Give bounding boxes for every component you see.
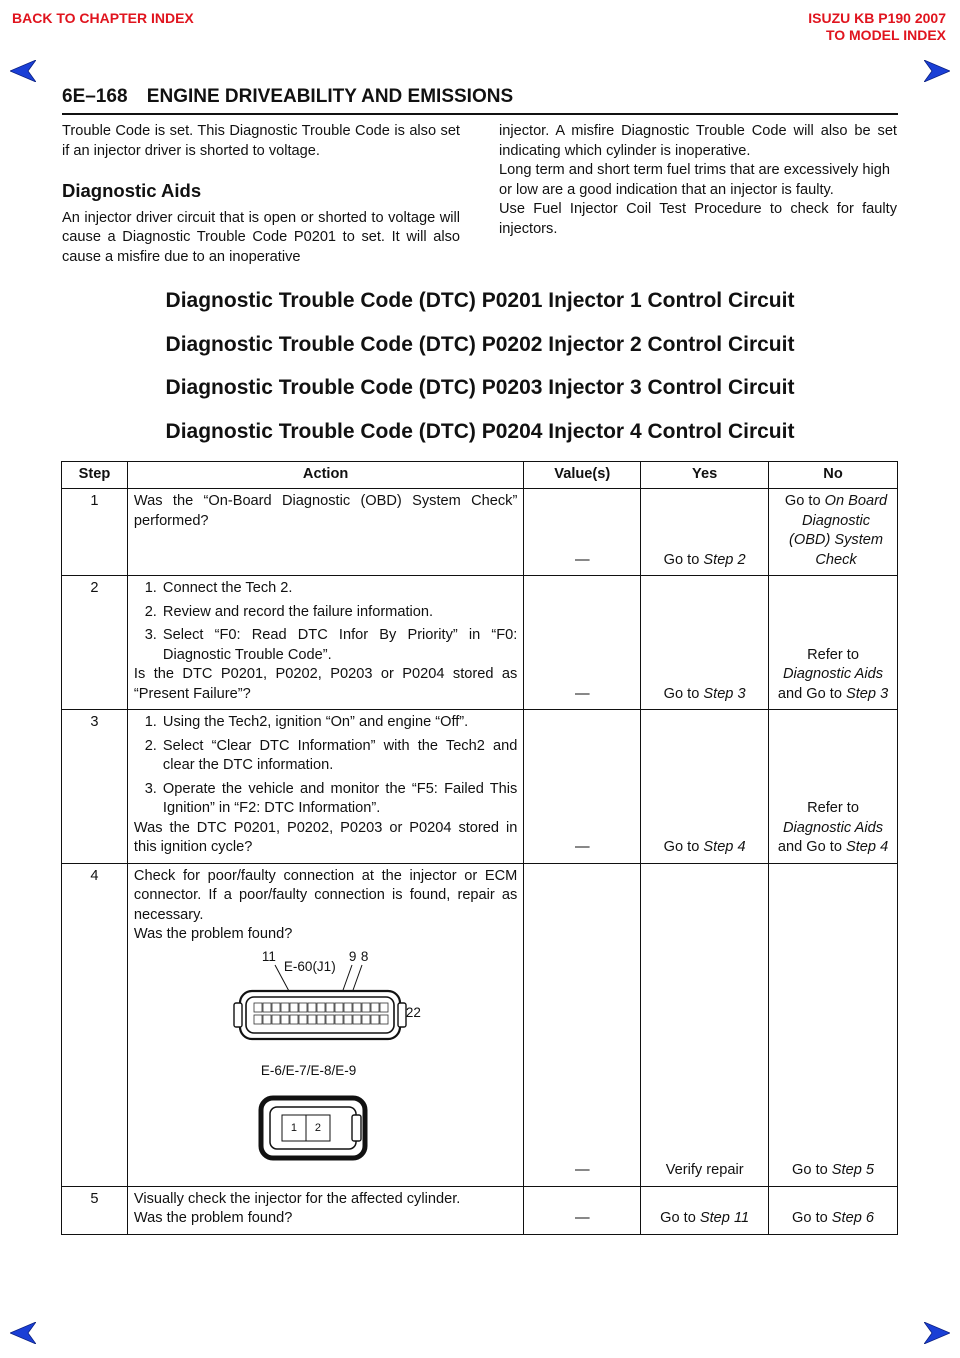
column-header-yes: Yes (641, 462, 769, 489)
to-model-index-link[interactable] (808, 10, 946, 44)
diagnostic-aids-heading: Diagnostic Aids (62, 180, 202, 201)
table-row (62, 863, 898, 1186)
yes-link[interactable]: Step 3 (703, 685, 746, 702)
table-header-row (62, 462, 898, 489)
yes-link[interactable]: Step 2 (703, 551, 746, 568)
yes-link[interactable]: Step 4 (703, 839, 746, 855)
action-question: Was the “On-Board Diagnostic (OBD) System Check” performed? (133, 493, 518, 529)
yes-prefix: Go to (663, 839, 704, 855)
diagnostic-aids-paragraph: An injector driver circuit that is open or shorted to voltage will cause a Diagnostic Trouble Code P0201 to set. It will also cause a misfire due to an inoperative (62, 209, 460, 265)
action-item: 2. Review and record the failure information. (161, 603, 517, 623)
step-value: — (524, 489, 641, 576)
step-number: 1 (62, 489, 128, 576)
step-number: 3 (62, 710, 128, 864)
diagnostic-procedure-table (61, 461, 898, 1235)
step-value: — (524, 1186, 641, 1234)
step-no (769, 576, 898, 710)
dtc-title-p0203: Diagnostic Trouble Code (DTC) P0203 Injector 3 Control Circuit (165, 376, 795, 399)
model-index-line: TO MODEL INDEX (825, 27, 946, 43)
table-row (62, 1186, 898, 1234)
ecm-connector-label: E-60(J1) (283, 958, 336, 974)
no-link[interactable]: Step 5 (831, 1162, 874, 1178)
action-question: Is the DTC P0201, P0202, P0203 or P0204 stored as “Present Failure”? (133, 666, 518, 702)
column-header-step: Step (62, 462, 128, 489)
coil-test-paragraph: Use Fuel Injector Coil Test Procedure to check for faulty injectors. (499, 201, 897, 237)
injector-pin-2-label: 2 (314, 1121, 322, 1134)
step-yes (641, 576, 769, 710)
intro-column-left (62, 122, 460, 267)
table-row (62, 576, 898, 710)
model-name-line: ISUZU KB P190 2007 (808, 10, 946, 26)
misfire-paragraph: injector. A misfire Diagnostic Trouble Code will also be set indicating which cylinder is inoperative. (499, 123, 897, 159)
step-no (769, 1186, 898, 1234)
pin-22-label: 22 (405, 1004, 421, 1020)
injector-connector-label: E-6/E-7/E-8/E-9 (260, 1062, 357, 1078)
table-row (62, 710, 898, 864)
no-goto-text: and Go to (777, 839, 846, 855)
intro-paragraph: Trouble Code is set. This Diagnostic Trouble Code is also set if an injector driver is shorted to voltage. (62, 123, 460, 159)
step-yes (641, 710, 769, 864)
arrow-right-icon[interactable] (924, 1322, 950, 1344)
step-action (127, 1186, 523, 1234)
action-item: 3. Operate the vehicle and monitor the “F5: Failed This Ignition” in “F2: DTC Information”. (161, 780, 517, 819)
yes-prefix: Go to (663, 685, 704, 702)
action-item: 1. Connect the Tech 2. (161, 579, 517, 599)
no-refer-text: Refer to (807, 646, 859, 663)
pin-11-label: 11 (261, 948, 276, 964)
step-action (127, 576, 523, 710)
step-yes (641, 1186, 769, 1234)
action-list (134, 713, 517, 819)
injector-connector-icon (258, 1095, 370, 1163)
yes-link[interactable]: Step 11 (699, 1210, 750, 1226)
no-link-diagnostic-aids[interactable]: Diagnostic Aids (783, 819, 884, 836)
page-number: 6E–168 (62, 86, 128, 107)
step-action (127, 710, 523, 864)
no-prefix: Go to (792, 1162, 832, 1178)
page-header (62, 86, 527, 108)
no-link[interactable]: On Board Diagnostic (OBD) System Check (788, 493, 888, 568)
step-number: 2 (62, 576, 128, 710)
table-row (62, 489, 898, 576)
section-title: ENGINE DRIVEABILITY AND EMISSIONS (146, 86, 514, 107)
step-no (769, 710, 898, 864)
step-action (127, 489, 523, 576)
column-header-action: Action (127, 462, 523, 489)
action-question: Was the problem found? (133, 926, 293, 942)
no-link-step[interactable]: Step 4 (846, 839, 889, 855)
no-link-step[interactable]: Step 3 (846, 685, 889, 702)
step-value: — (524, 710, 641, 864)
action-item: 2. Select “Clear DTC Information” with the Tech2 and clear the DTC information. (161, 737, 517, 776)
step-yes: Verify repair (641, 863, 769, 1186)
step-number: 5 (62, 1186, 128, 1234)
pin-8-label: 8 (360, 948, 369, 964)
step-yes (641, 489, 769, 576)
arrow-right-icon[interactable] (924, 60, 950, 82)
step-action (127, 863, 523, 1186)
action-question: Was the problem found? (133, 1210, 293, 1226)
dtc-title-p0201: Diagnostic Trouble Code (DTC) P0201 Injector 1 Control Circuit (165, 289, 795, 312)
action-instruction: Visually check the injector for the affected cylinder. (133, 1190, 461, 1207)
back-to-chapter-index-link[interactable]: BACK TO CHAPTER INDEX (12, 10, 194, 26)
header-divider (62, 113, 898, 115)
no-link-diagnostic-aids[interactable]: Diagnostic Aids (783, 666, 884, 682)
step-value: — (524, 863, 641, 1186)
arrow-left-icon[interactable] (10, 1322, 36, 1344)
step-number: 4 (62, 863, 128, 1186)
dtc-title-p0204: Diagnostic Trouble Code (DTC) P0204 Injector 4 Control Circuit (165, 420, 795, 443)
step-no (769, 863, 898, 1186)
action-item: 1. Using the Tech2, ignition “On” and engine “Off”. (161, 713, 517, 733)
action-question: Was the DTC P0201, P0202, P0203 or P0204 stored in this ignition cycle? (133, 819, 518, 855)
arrow-left-icon[interactable] (10, 60, 36, 82)
no-goto-text: and Go to (777, 685, 846, 702)
column-header-no: No (769, 462, 898, 489)
yes-prefix: Go to (660, 1210, 700, 1226)
yes-prefix: Go to (663, 551, 704, 568)
column-header-values: Value(s) (524, 462, 641, 489)
action-item: 3. Select “F0: Read DTC Infor By Priority” in “F0: Diagnostic Trouble Code”. (161, 626, 517, 665)
action-list (134, 579, 517, 665)
dtc-title-p0202: Diagnostic Trouble Code (DTC) P0202 Injector 2 Control Circuit (165, 333, 795, 356)
ecm-connector-icon (230, 963, 440, 1043)
no-prefix: Go to (792, 1210, 832, 1226)
no-prefix: Go to (784, 493, 825, 509)
connector-diagrams (134, 945, 517, 1181)
step-no (769, 489, 898, 576)
no-link[interactable]: Step 6 (831, 1210, 874, 1226)
no-refer-text: Refer to (807, 800, 859, 816)
action-instruction: Check for poor/faulty connection at the injector or ECM connector. If a poor/faulty connection is found, repair as necessary. (133, 867, 518, 923)
injector-pin-1-label: 1 (290, 1121, 298, 1134)
pin-9-label: 9 (348, 948, 357, 964)
fuel-trim-paragraph: Long term and short term fuel trims that are excessively high or low are a good indication that an injector is faulty. (499, 162, 890, 198)
intro-column-right (499, 122, 897, 239)
step-value: — (524, 576, 641, 710)
